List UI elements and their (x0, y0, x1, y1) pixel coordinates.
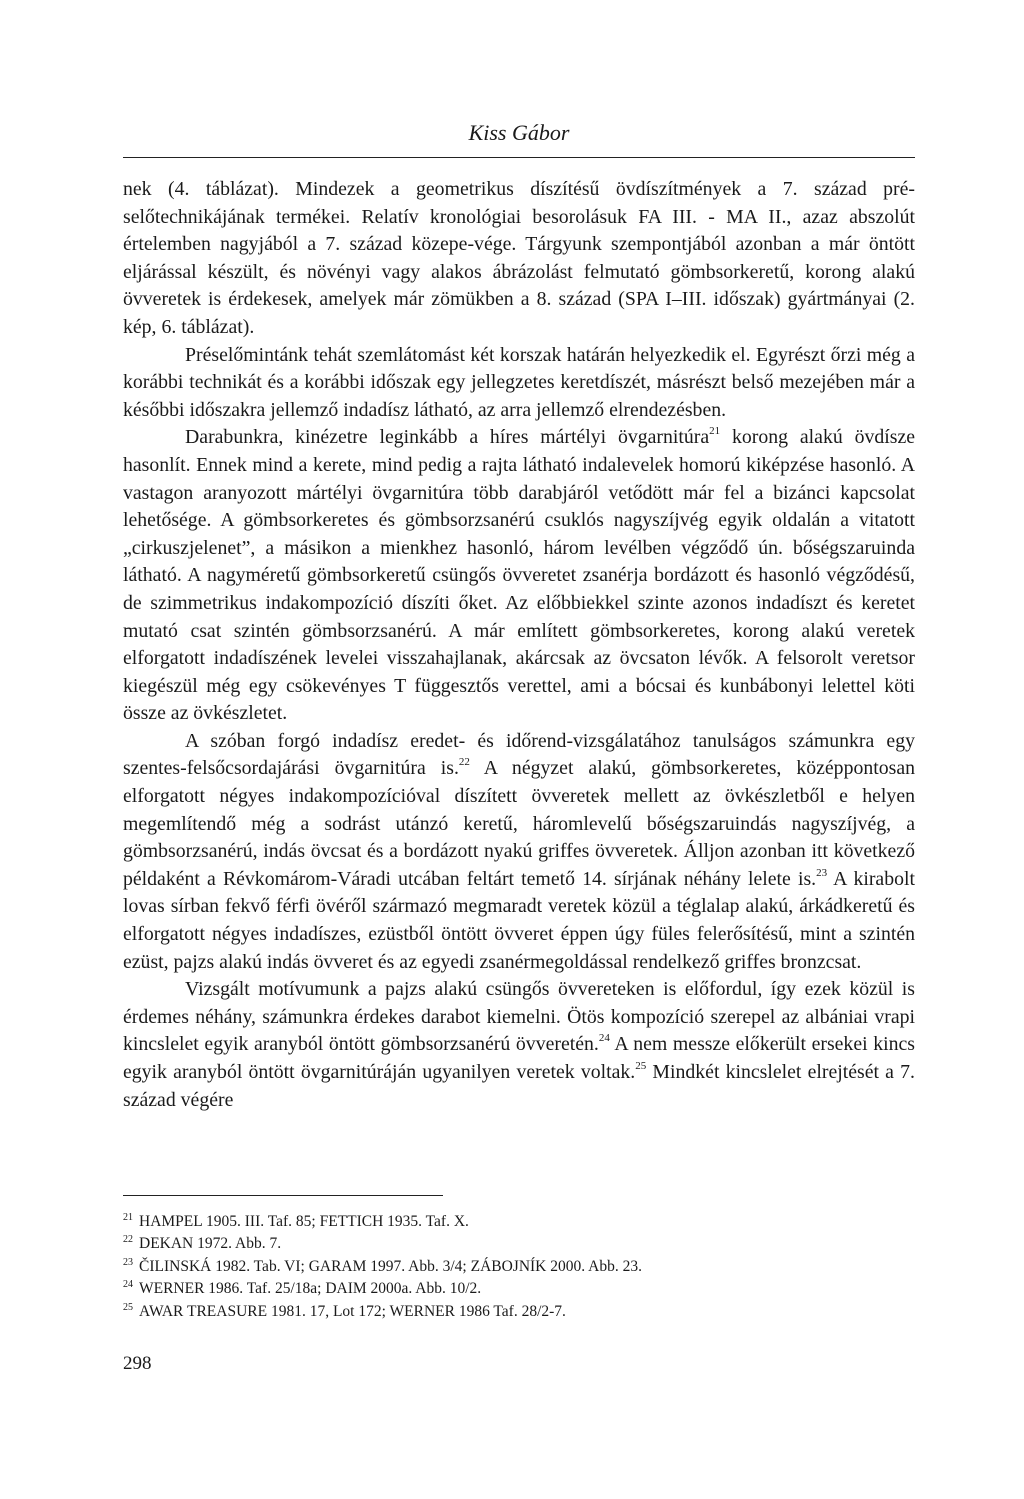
paragraph (123, 976, 915, 1114)
paragraph (123, 728, 915, 976)
text-run: nek (4. táblázat). Mindezek a geometrikus díszítésű övdíszítmények a 7. század préselőtechnikájának termékei. Relatív kronológiai besorolásuk FA III. - MA II., azaz abszolút értelemben nagyjából a 7. század közepe-vége. Tárgyunk szempontjából azonban a már öntött eljárással készült, és növényi vagy alakos ábrázolást felmutató gömbsorkeretű, korong alakú övveretek is érdekesek, amelyek már zömükben a 8. század (SPA I–III. időszak) gyártmányai (2. kép, 6. táblázat). (123, 178, 915, 338)
page-number: 298 (123, 1353, 152, 1374)
footnote-text: DEKAN 1972. Abb. 7. (139, 1235, 282, 1253)
text-run: A szóban forgó indadísz eredet- és időrend-vizsgálatához tanulságos számunkra egy szentes-felsőcsordajárási övgarnitúra is. (123, 729, 915, 780)
paragraph (123, 176, 915, 342)
text-run: A négyzet alakú, gömbsorkeretes, középpontosan elforgatott négyes indakompozícióval díszített övveretek mellett az övkészletből e helyen megemlítendő még a sodrást utánzó keretű, háromlevelű bőségszaruindás nagyszíjvég, a gömbsorzsanérú, indás övcsat és a bordázott nyakú griffes övveretek. Álljon azonban itt következő példaként a Révkomárom-Váradi utcában feltárt temető 14. sírjának néhány lelete is. (123, 757, 915, 890)
footnotes (123, 1209, 915, 1321)
header-rule (123, 157, 915, 158)
text-run: Préselőmintánk tehát szemlátomást két korszak határán helyezkedik el. Egyrészt őrzi még a korábbi technikát és a korábbi időszak egy jellegzetes keretdíszét, másrészt belső mezejében már a későbbi időszakra jellemző indadísz látható, az arra jellemző elrendezésben. (123, 343, 915, 421)
footnote-text: AWAR TREASURE 1981. 17, Lot 172; WERNER 1986 Taf. 28/2-7. (139, 1302, 566, 1320)
text-run: A kirabolt lovas sírban fekvő férfi övéről származó megmaradt veretek közül a téglalap alakú, árkádkeretű és elforgatott négyes indadíszes, ezüstből öntött övveret éppen úgy füles felerősítésű, mint a szintén ezüst, pajzs alakú indás övveret és az egyedi zsanérmegoldással rendelkező griffes bronzcsat. (123, 867, 915, 973)
footnote (123, 1209, 915, 1231)
paragraph (123, 342, 915, 425)
text-run: korong alakú övdísze hasonlít. Ennek mind a kerete, mind pedig a rajta látható indalevelek homorú kiképzése hasonló. A vastagon aranyozott mártélyi övgarnitúra több darabjáról vetődött már fel a bizánci kapcsolat lehetősége. A gömbsorkeretes és gömbsorzsanérú csuklós nagyszíjvég egyik oldalán a vitatott „cirkuszjelenet”, a másikon a mienkhez hasonló, három levélben végződő ún. bőségszaruinda látható. A nagyméretű gömbsorkeretű csüngős övveretet zsanérja bordázott és hasonló végződésű, de szimmetrikus indakompozíció díszíti őket. Az előbbiekkel szinte azonos indadíszt és keretet mutató csat szintén gömbsorzsanérú. A már említett gömbsorkeretes, korong alakú veretek elforgatott indadíszének levelei visszahajlanak, akárcsak az övcsaton lévők. A felsorolt veretsor kiegészül még egy csökevényes T függesztős verettel, ami a bócsai és kunbábonyi lelettel köti össze az övkészletet. (123, 426, 915, 725)
footnote-number: 21 (123, 1212, 133, 1223)
footnote-rule (123, 1195, 443, 1196)
body-text (123, 176, 915, 1114)
footnote-ref: 21 (709, 425, 721, 438)
footnote-text: WERNER 1986. Taf. 25/18a; DAIM 2000a. Abb. 10/2. (139, 1280, 482, 1298)
footnote-ref: 24 (598, 1032, 610, 1045)
running-head: Kiss Gábor (468, 120, 570, 145)
footnote-ref: 25 (635, 1060, 647, 1072)
footnote-text: HAMPEL 1905. III. Taf. 85; FETTICH 1935. Taf. X. (139, 1213, 469, 1230)
footnote-number: 23 (123, 1256, 133, 1268)
footnote-ref: 22 (458, 756, 470, 769)
text-run: A nem messze előkerült ersekei kincs egyik aranyból öntött övgarnitúráján ugyanilyen veretek voltak. (123, 1033, 915, 1083)
footnote-number: 25 (123, 1301, 133, 1313)
footnote-number: 24 (123, 1279, 133, 1291)
footnote (123, 1299, 915, 1321)
paragraph (123, 424, 915, 728)
text-run: Darabunkra, kinézetre leginkább a híres mártélyi övgarnitúra (185, 426, 710, 449)
footnote-number: 22 (123, 1234, 133, 1246)
footnote (123, 1276, 915, 1298)
footnote-text: ČILINSKÁ 1982. Tab. VI; GARAM 1997. Abb. 3/4; ZÁBOJNÍK 2000. Abb. 23. (139, 1257, 642, 1275)
text-run: Mindkét kincslelet elrejtését a 7. század végére (123, 1061, 915, 1111)
footnote (123, 1254, 915, 1276)
footnote-ref: 23 (816, 866, 828, 879)
footnote (123, 1231, 915, 1253)
text-run: Vizsgált motívumunk a pajzs alakú csüngős övvereteken is előfordul, így ezek közül is érdemes néhány, számunkra érdekes darabot kiemelni. Ötös kompozíció szerepel az albániai vrapi kincslelet egyik aranyból öntött gömbsorzsanérú övveretén. (123, 978, 915, 1056)
